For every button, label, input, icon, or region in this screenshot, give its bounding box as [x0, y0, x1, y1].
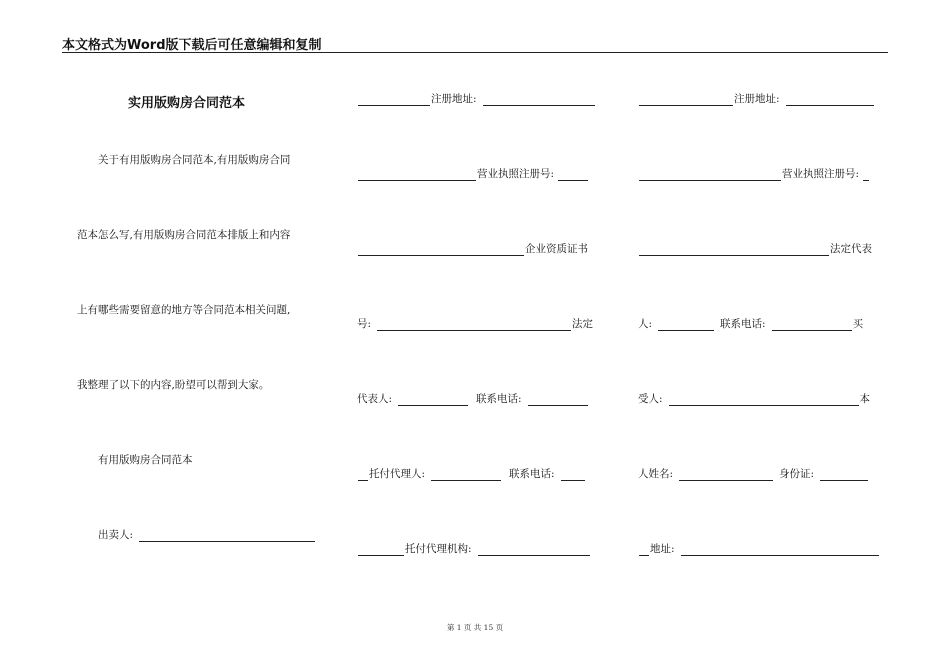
- col1-subheading: [98, 453, 193, 467]
- col2-agent-label: 托付代理人:: [369, 468, 426, 480]
- col3-blank: [669, 395, 859, 406]
- col3-rep-label: 人:: [638, 318, 653, 330]
- col3-id-label: 身份证:: [779, 468, 815, 480]
- col3-blank: [639, 545, 649, 556]
- col2-agent-phone-label: 联系电话:: [509, 468, 555, 480]
- col2-blank: [377, 320, 571, 331]
- col2-blank: [561, 470, 585, 481]
- col2-blank: [478, 545, 590, 556]
- col2-blank: [398, 395, 468, 406]
- document-header-banner: 本文格式为Word版下载后可任意编辑和复制: [62, 38, 322, 53]
- col2-agency-label: 托付代理机构:: [405, 543, 472, 555]
- col2-legal-label: 法定: [572, 318, 594, 330]
- col3-buyer-line: [638, 392, 870, 406]
- col2-agent-line: [357, 467, 586, 481]
- col3-address-label: 地址:: [650, 543, 675, 555]
- col3-blank: [639, 245, 829, 256]
- document-title: 实用版购房合同范本: [128, 96, 246, 111]
- col1-paragraph-4-text: 我整理了以下的内容,盼望可以帮到大家。: [77, 379, 270, 391]
- col2-agency-line: [357, 542, 591, 556]
- col3-address-line: [638, 542, 880, 556]
- col3-blank: [772, 320, 852, 331]
- col3-license-no-line: [638, 167, 870, 181]
- seller-line: [98, 528, 316, 542]
- col2-blank: [358, 545, 404, 556]
- col2-representative-label: 代表人:: [357, 393, 393, 405]
- col2-qualification-label: 企业资质证书: [525, 243, 588, 255]
- col3-legal-rep-line: [638, 242, 872, 256]
- col3-buyer-prefix: 买: [852, 318, 864, 330]
- seller-label: 出卖人:: [98, 529, 134, 541]
- col3-blank: [658, 320, 714, 331]
- col1-paragraph-2: [77, 228, 290, 242]
- col2-blank: [358, 470, 368, 481]
- col3-rep-phone-line: [638, 317, 863, 331]
- page-number-footer: 第 1 页 共 15 页: [446, 623, 504, 632]
- col3-blank: [679, 470, 773, 481]
- col2-blank: [431, 470, 501, 481]
- col3-blank: [639, 95, 733, 106]
- col3-blank: [639, 170, 781, 181]
- col1-paragraph-4: [77, 378, 269, 392]
- col3-registered-address-line: [638, 92, 875, 106]
- col3-buyer-label: 受人:: [638, 393, 663, 405]
- col1-subheading-text: 有用版购房合同范本: [98, 454, 193, 466]
- col2-blank: [483, 95, 595, 106]
- col2-license-no-line: [357, 167, 589, 181]
- col2-blank: [358, 170, 476, 181]
- col2-cert-no-line: [357, 317, 593, 331]
- col2-qualification-line: [357, 242, 588, 256]
- col1-paragraph-1: [98, 153, 290, 167]
- col3-license-no-label: 营业执照注册号:: [782, 168, 860, 180]
- col2-registered-address-line: [357, 92, 596, 106]
- col3-phone-label: 联系电话:: [720, 318, 766, 330]
- col3-legal-rep-label: 法定代表: [830, 243, 872, 255]
- header-divider: [62, 52, 888, 53]
- col2-license-no-label: 营业执照注册号:: [477, 168, 555, 180]
- col1-paragraph-2-text: 范本怎么写,有用版购房合同范本排版上和内容: [77, 229, 291, 241]
- col2-blank: [358, 245, 524, 256]
- col2-blank: [558, 170, 588, 181]
- col3-ben-label: 本: [859, 393, 871, 405]
- col2-blank: [528, 395, 588, 406]
- col3-name-label: 人姓名:: [638, 468, 674, 480]
- col1-paragraph-3: [77, 303, 290, 317]
- col3-blank: [820, 470, 868, 481]
- col2-representative-line: [357, 392, 589, 406]
- col3-blank: [681, 545, 879, 556]
- col2-cert-no-label: 号:: [357, 318, 372, 330]
- col3-blank: [863, 170, 869, 181]
- col3-name-id-line: [638, 467, 869, 481]
- col2-phone-label: 联系电话:: [476, 393, 522, 405]
- seller-blank: [139, 531, 315, 542]
- col1-paragraph-3-text: 上有哪些需要留意的地方等合同范本相关问题,: [77, 304, 291, 316]
- col3-registered-address-label: 注册地址:: [734, 93, 780, 105]
- col3-blank: [786, 95, 874, 106]
- col2-registered-address-label: 注册地址:: [431, 93, 477, 105]
- col2-blank: [358, 95, 430, 106]
- col1-paragraph-1-text: 关于有用版购房合同范本,有用版购房合同: [98, 154, 291, 166]
